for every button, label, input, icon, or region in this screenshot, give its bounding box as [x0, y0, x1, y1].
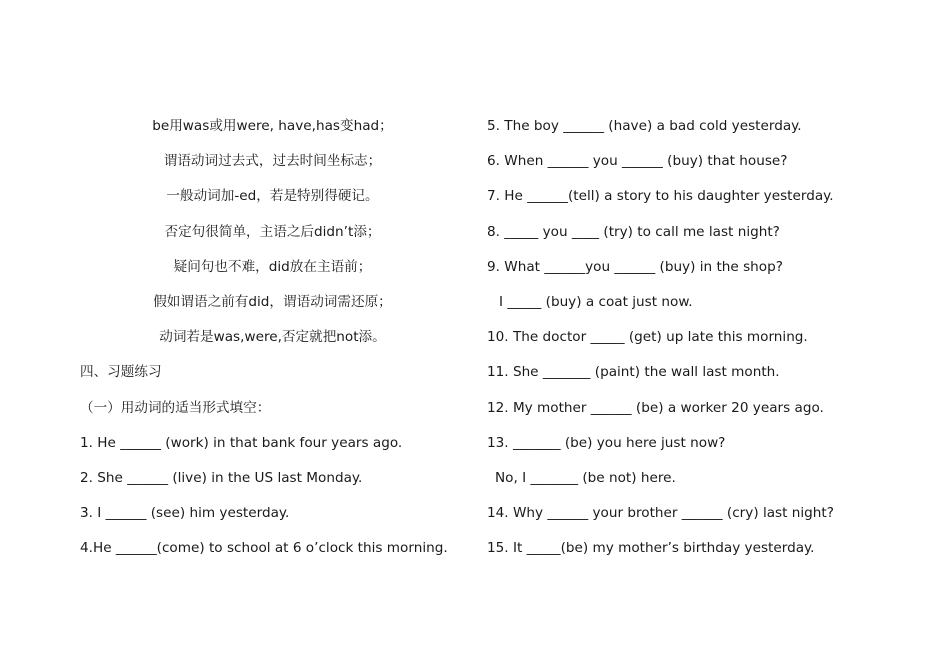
exercise-answer-line: I _____ (buy) a coat just now.: [499, 293, 693, 310]
rhyme-line: 假如谓语之前有did，谓语动词需还原；: [153, 293, 392, 310]
exercise-answer-line: No, I _______ (be not) here.: [495, 469, 676, 486]
exercise-item: 2. She ______ (live) in the US last Monday.: [80, 469, 363, 486]
rhyme-line: 否定句很简单，主语之后didn’t添；: [164, 223, 381, 240]
exercise-item: 11. She _______ (paint) the wall last month.: [487, 364, 780, 381]
rhyme-line: be用was或用were, have,has变had；: [152, 118, 393, 134]
exercise-item: 10. The doctor _____ (get) up late this morning.: [487, 329, 808, 346]
right-column: [487, 116, 927, 573]
exercise-item: 3. I ______ (see) him yesterday.: [80, 505, 290, 522]
rhyme-line: 谓语动词过去式，过去时间坐标志；: [163, 153, 382, 170]
exercise-item: 13. _______ (be) you here just now?: [487, 434, 726, 451]
left-column: [80, 116, 465, 573]
exercise-item: 4.He ______(come) to school at 6 o’clock this morning.: [80, 540, 448, 557]
exercise-item: 9. What ______you ______ (buy) in the shop?: [487, 258, 783, 275]
exercise-item: 15. It _____(be) my mother’s birthday yesterday.: [487, 540, 815, 557]
rhyme-line: 一般动词加-ed，若是特别得硬记。: [166, 188, 379, 205]
subsection-title: （一）用动词的适当形式填空：: [80, 399, 271, 416]
exercise-item: 8. _____ you ____ (try) to call me last night?: [487, 223, 780, 240]
exercise-item: 5. The boy ______ (have) a bad cold yesterday.: [487, 118, 802, 134]
exercise-item: 12. My mother ______ (be) a worker 20 years ago.: [487, 399, 824, 416]
rhyme-line: 动词若是was,were,否定就把not添。: [159, 329, 386, 346]
exercise-item: 1. He ______ (work) in that bank four years ago.: [80, 434, 403, 451]
exercise-item: 6. When ______ you ______ (buy) that house?: [487, 153, 788, 170]
rhyme-line: 疑问句也不难，did放在主语前；: [173, 258, 372, 275]
exercise-item: 14. Why ______ your brother ______ (cry) last night?: [487, 505, 834, 522]
exercise-item: 7. He ______(tell) a story to his daughter yesterday.: [487, 188, 834, 205]
section-title: 四、习题练习: [80, 364, 162, 381]
